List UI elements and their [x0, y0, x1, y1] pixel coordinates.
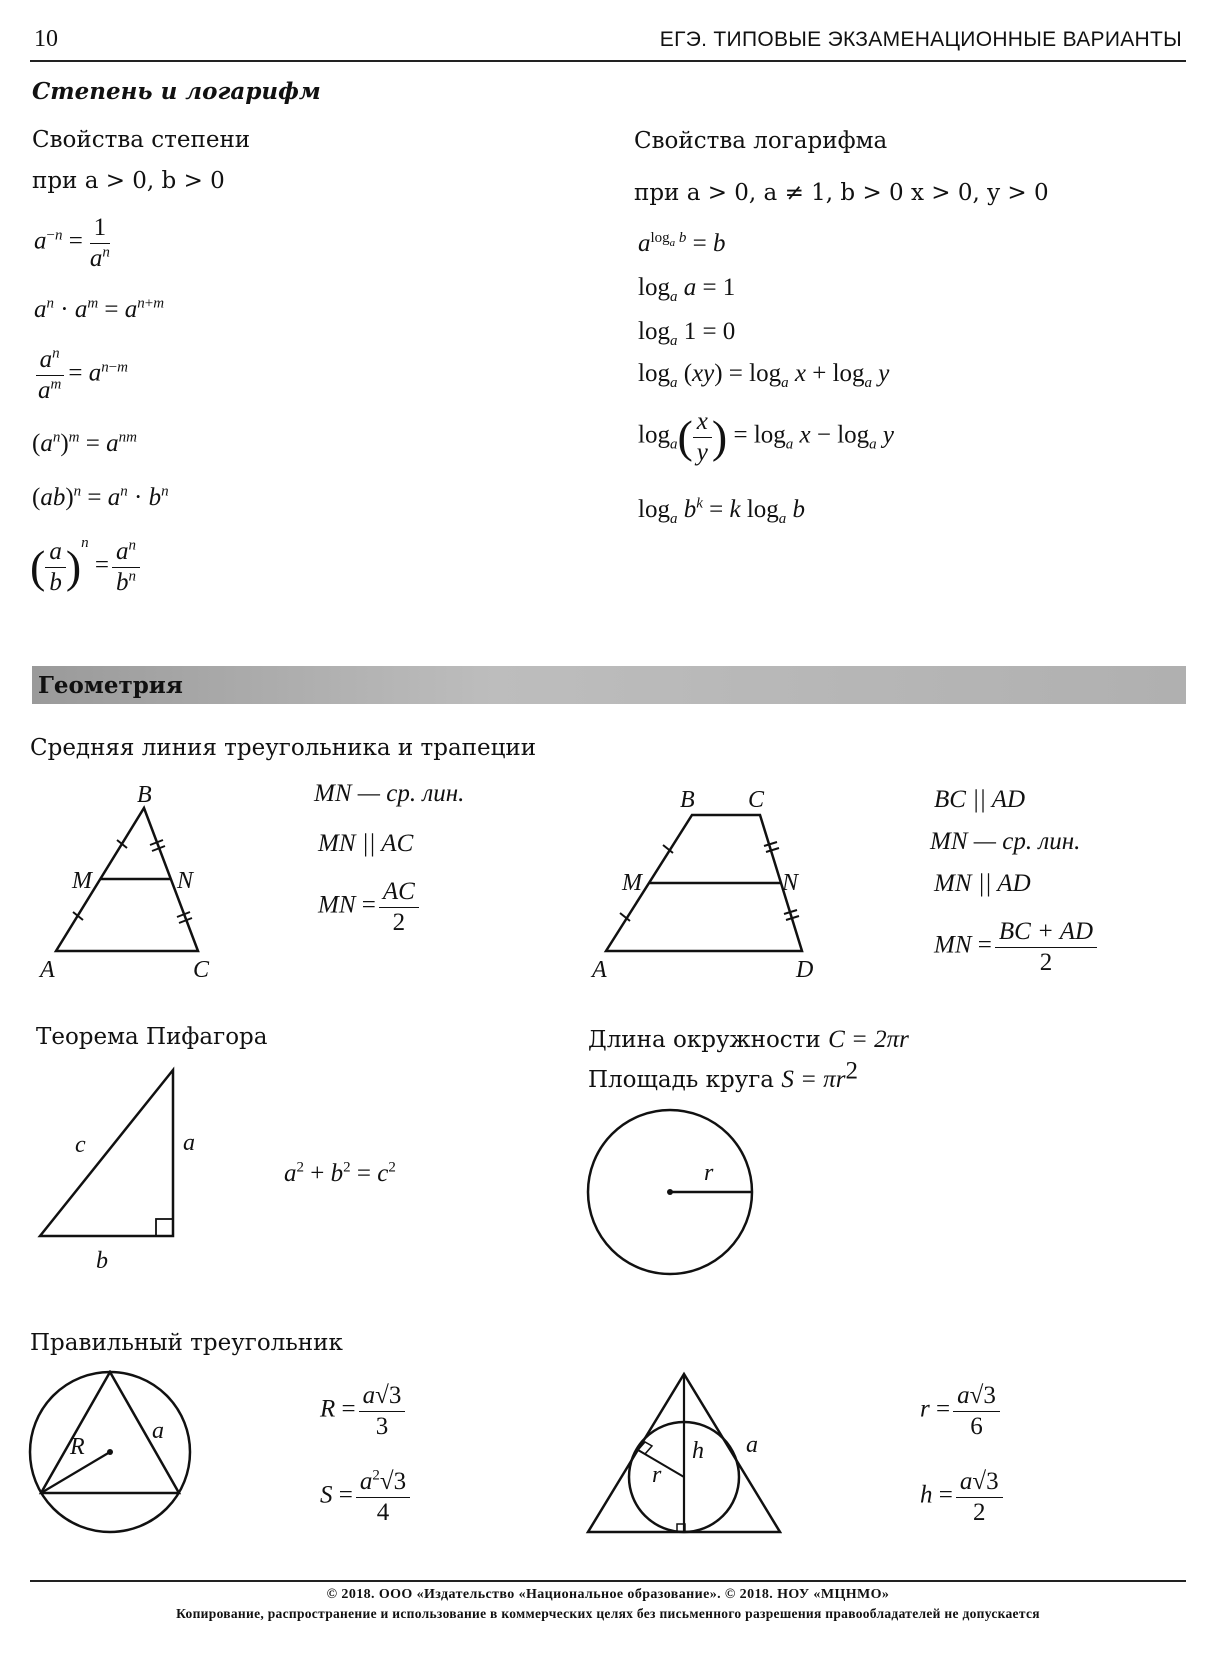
circle-length-formula: C = 2πr: [828, 1026, 909, 1053]
header-rule: [30, 60, 1186, 62]
svg-text:B: B: [137, 782, 152, 808]
svg-text:N: N: [782, 870, 799, 896]
formula-quotient-powers: $\frac{a^n}{a^m}$ = $a^{n-m}$: [34, 346, 128, 404]
regular-triangle-h: h: [692, 1438, 704, 1464]
circle-radius-label: r: [704, 1160, 714, 1186]
triangle-frac-den: 2: [392, 908, 406, 936]
svg-text:B: B: [680, 787, 695, 813]
midline-heading: Средняя линия треугольника и трапеции: [30, 735, 537, 761]
triangle-midline-text-1: MN — ср. лин.: [314, 780, 465, 807]
trapezoid-frac-num: BC + AD: [995, 918, 1097, 948]
formula-negative-power: $a^{-n}$ = $\frac{1}{a^n}$: [34, 214, 110, 272]
footer-copyright: © 2018. ООО «Издательство «Национальное образование». © 2018. НОУ «МЦНМО»: [326, 1587, 890, 1602]
svg-text:C: C: [193, 957, 210, 980]
formula-power-of-product: $(ab)^n = a^n \cdot b^n$: [32, 483, 169, 511]
svg-text:A: A: [592, 957, 607, 980]
formula-log-identity: $a^{log_a b} = b$: [638, 229, 726, 257]
formula-log-a-a: $\log_a a = 1$: [638, 274, 736, 305]
pythagoras-formula: $a^2 + b^2 = c^2$: [284, 1159, 396, 1187]
circle-area-formula: S = πr: [781, 1066, 846, 1093]
svg-text:M: M: [72, 868, 92, 894]
power-condition: при a > 0, b > 0: [32, 168, 225, 194]
footer-rule: [30, 1580, 1186, 1582]
log-heading: Свойства логарифма: [634, 128, 888, 154]
formula-product-powers: $a^n \cdot a^m = a^{n+m}$: [34, 295, 165, 323]
formula-log-quotient: $\log_a$( $\frac{x}{y}$ ) = $\log_a x - \log_a y$: [638, 408, 895, 466]
circle-area-label: Площадь круга: [588, 1067, 774, 1093]
regular-triangle-a-left: a: [152, 1418, 164, 1444]
trapezoid-midline-text-2: MN — ср. лин.: [930, 828, 1081, 855]
section-title-geometry: Геометрия: [38, 672, 183, 699]
formula-power-of-power: $(a^n)^m = a^{nm}$: [32, 429, 137, 457]
svg-text:M: M: [622, 870, 642, 896]
pythagoras-heading: Теорема Пифагора: [36, 1024, 268, 1050]
regular-triangle-heading: Правильный треугольник: [30, 1330, 343, 1356]
formula-log-power: $\log_a b^k = k$ $\log_a b$: [638, 495, 806, 527]
regular-triangle-a-right: a: [746, 1432, 758, 1458]
formula-log-product: $\log_a (xy) = \log_a x + \log_a y$: [638, 360, 890, 391]
running-title: ЕГЭ. ТИПОВЫЕ ЭКЗАМЕНАЦИОННЫЕ ВАРИАНТЫ: [659, 28, 1182, 51]
formula-power-of-quotient: ( $\frac{a}{b}$ )$^n$ = $\frac{a^n}{b^n}$: [30, 538, 143, 596]
pythagoras-side-c: c: [75, 1132, 86, 1158]
regular-triangle-r: r: [652, 1462, 662, 1488]
footer-notice: Копирование, распространение и использование в коммерческих целях без письменного разрешения правообладателей не допускается: [176, 1606, 1040, 1621]
circle-area-line: Площадь круга $S = \pi r^2$: [588, 1057, 858, 1093]
svg-text:C: C: [748, 787, 765, 813]
triangle-midline-text-2: MN || AC: [318, 830, 414, 857]
trapezoid-midline-diagram: [586, 780, 826, 980]
section-title-power-log: Степень и логарифм: [32, 78, 321, 105]
formula-area-regular-triangle: S = $\frac{a^2√3}{4}$: [320, 1468, 413, 1526]
formula-inradius: r = $\frac{a√3}{6}$: [920, 1382, 1003, 1440]
power-heading: Свойства степени: [32, 127, 251, 153]
trapezoid-midline-formula: MN = $\frac{BC + AD}{2}$: [934, 918, 1100, 976]
svg-text:D: D: [796, 957, 814, 980]
right-triangle-diagram: [30, 1060, 230, 1280]
pythagoras-side-b: b: [96, 1248, 108, 1274]
triangle-frac-num: AC: [379, 878, 419, 908]
formula-log-one: $\log_a 1 = 0$: [638, 318, 736, 349]
geometry-section-bar: [32, 666, 1186, 704]
triangle-midline-formula: MN = $\frac{AC}{2}$: [318, 878, 422, 936]
circle-diagram: [584, 1108, 764, 1288]
circle-length-label: Длина окружности: [588, 1027, 821, 1053]
trapezoid-midline-text-1: BC || AD: [934, 786, 1026, 813]
formula-height: h = $\frac{a√3}{2}$: [920, 1468, 1006, 1526]
incircle-triangle-diagram: [582, 1370, 782, 1540]
inscribed-triangle-diagram: [26, 1370, 196, 1540]
triangle-midline-diagram: [30, 780, 230, 980]
svg-text:A: A: [40, 957, 55, 980]
log-condition: при a > 0, a ≠ 1, b > 0 x > 0, y > 0: [634, 180, 1049, 206]
trapezoid-midline-text-3: MN || AD: [934, 870, 1031, 897]
page-number: 10: [34, 26, 58, 52]
circle-length-line: [588, 1026, 909, 1054]
trapezoid-frac-den: 2: [1039, 948, 1053, 976]
svg-text:N: N: [177, 868, 194, 894]
regular-triangle-R: R: [70, 1434, 85, 1460]
pythagoras-side-a: a: [183, 1130, 195, 1156]
formula-circumradius: R = $\frac{a√3}{3}$: [320, 1382, 408, 1440]
